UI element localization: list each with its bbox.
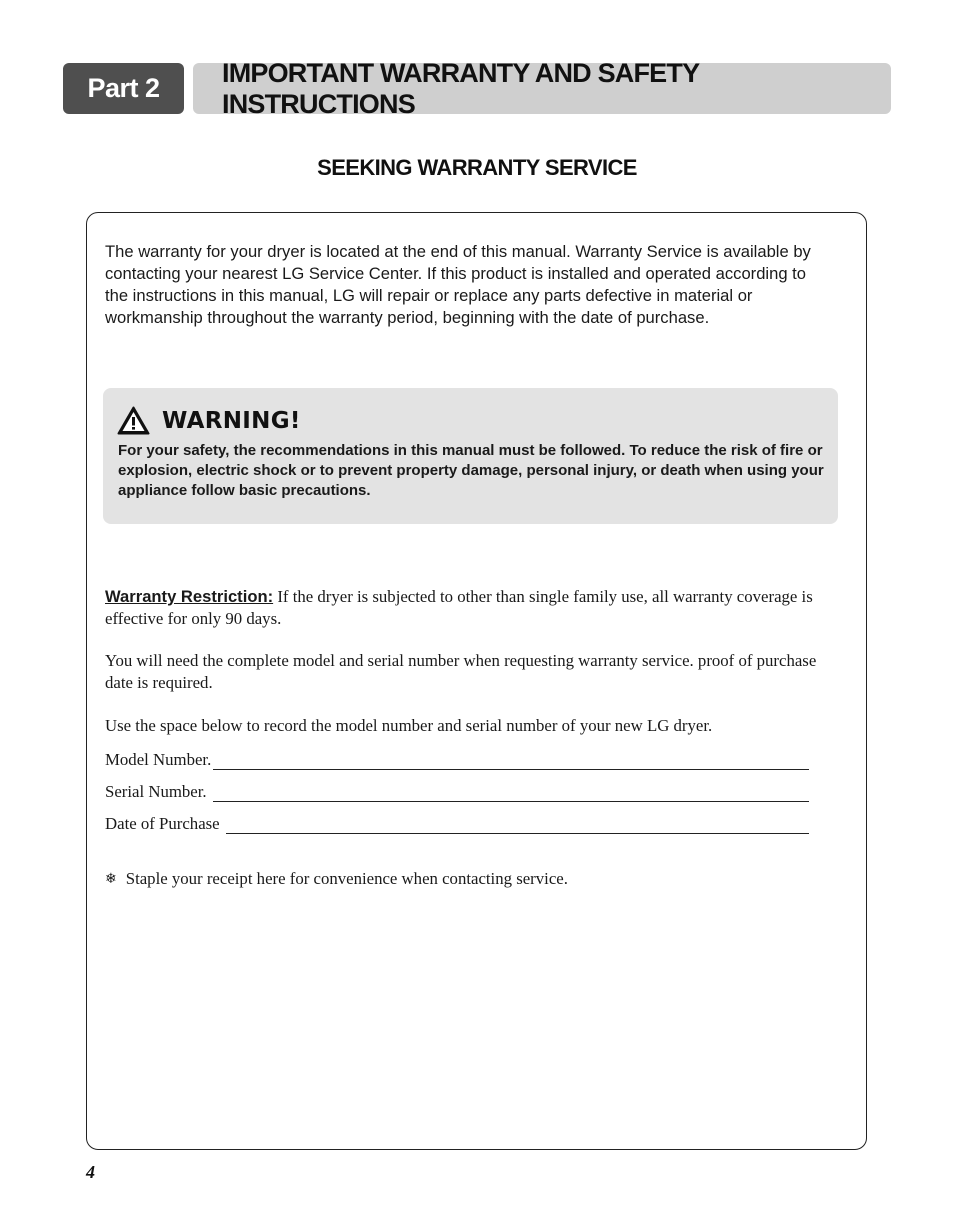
model-number-field <box>105 746 809 770</box>
part-tab: Part 2 <box>63 63 184 114</box>
date-of-purchase-label: Date of Purchase <box>105 814 224 833</box>
model-number-label: Model Number. <box>105 750 212 769</box>
warning-box <box>103 388 838 524</box>
staple-note-text: Staple your receipt here for convenience when contacting service. <box>125 869 568 888</box>
warranty-restriction-text: If the dryer is subjected to other than single family use, all warranty coverage is effective for only 90 days. <box>105 587 813 628</box>
intro-paragraph: The warranty for your dryer is located at the end of this manual. Warranty Service is available by contacting your nearest LG Service Center. If this product is installed and operated according to the instructions in this manual, LG will repair or replace any parts defective in material or workmanship throughout the warranty period, beginning with the date of purchase. <box>105 242 811 327</box>
serial-number-field <box>105 778 809 802</box>
warning-header <box>117 406 301 435</box>
warranty-restriction-label: Warranty Restriction: <box>105 587 274 606</box>
date-of-purchase-field <box>105 810 809 834</box>
serial-number-label: Serial Number. <box>105 782 211 801</box>
asterisk-icon: ❄ <box>105 871 117 887</box>
record-instructions: Use the space below to record the model number and serial number of your new LG dryer. <box>105 716 713 735</box>
model-number-line <box>213 750 809 770</box>
warning-title: WARNING! <box>162 407 301 434</box>
staple-note <box>105 869 568 889</box>
warning-text: For your safety, the recommendations in this manual must be followed. To reduce the risk of fire or explosion, electric shock or to prevent property damage, personal injury, or death when using your appliance follow basic precautions. <box>118 442 824 499</box>
warranty-restriction <box>105 586 820 630</box>
serial-requirement-paragraph: You will need the complete model and serial number when requesting warranty service. proof of purchase date is required. <box>105 651 817 692</box>
serial-number-line <box>213 782 809 802</box>
warning-triangle-icon <box>117 406 150 435</box>
date-of-purchase-line <box>226 814 809 834</box>
page-number: 4 <box>86 1162 95 1182</box>
page-header-title: IMPORTANT WARRANTY AND SAFETY INSTRUCTIONS <box>193 63 891 114</box>
section-title: SEEKING WARRANTY SERVICE <box>317 155 637 180</box>
